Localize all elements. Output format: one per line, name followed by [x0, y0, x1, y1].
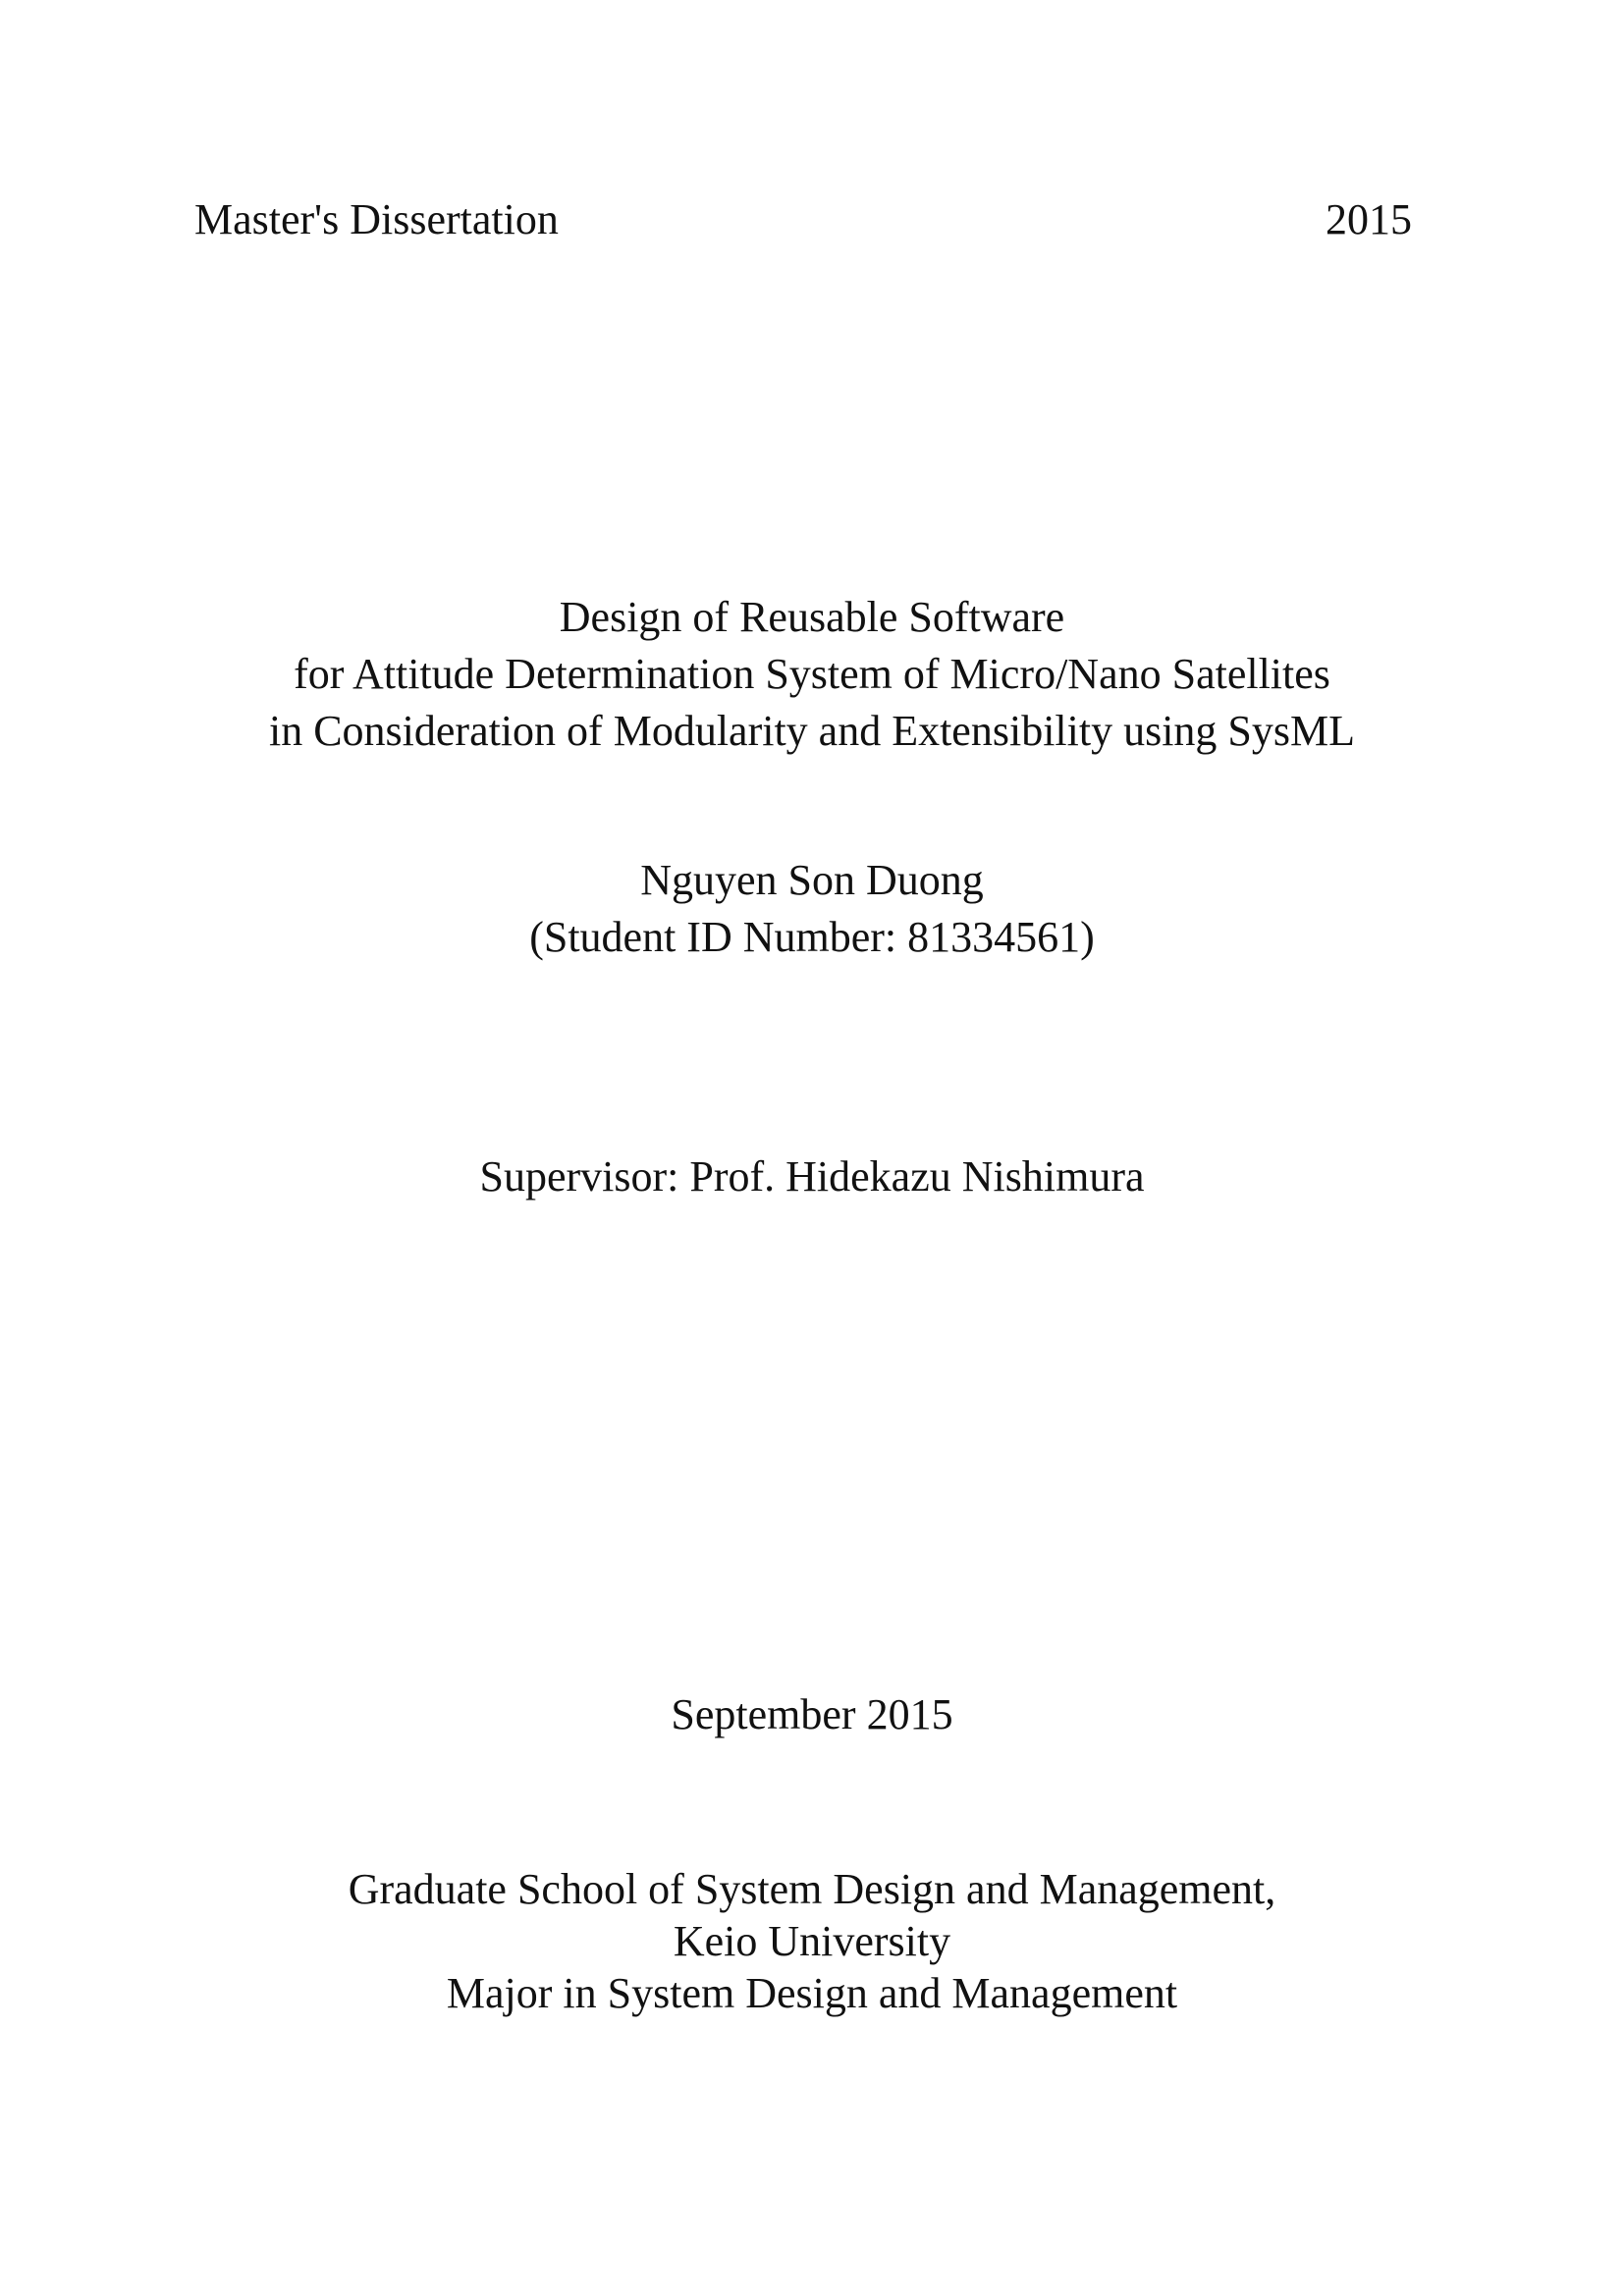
institution-info — [0, 1863, 1624, 2019]
supervisor-name: Supervisor: Prof. Hidekazu Nishimura — [479, 1152, 1145, 1201]
document-type: Master's Dissertation — [194, 195, 559, 243]
title-line-3: in Consideration of Modularity and Extensibility using SysML — [268, 707, 1356, 755]
document-year: 2015 — [1326, 195, 1412, 243]
dissertation-title — [0, 589, 1624, 760]
institution-line-1: Graduate School of System Design and Management, — [348, 1865, 1276, 1913]
title-line-1: Design of Reusable Software — [559, 593, 1065, 641]
institution-line-3: Major in System Design and Management — [446, 1969, 1178, 2017]
date-text: September 2015 — [671, 1690, 953, 1738]
author-name: Nguyen Son Duong — [640, 856, 984, 904]
title-line-2: for Attitude Determination System of Micro/Nano Satellites — [294, 650, 1330, 698]
author-info — [0, 852, 1624, 966]
submission-date — [0, 1686, 1624, 1743]
supervisor-info — [0, 1148, 1624, 1205]
student-id: (Student ID Number: 81334561) — [529, 913, 1095, 961]
institution-line-2: Keio University — [673, 1917, 951, 1965]
